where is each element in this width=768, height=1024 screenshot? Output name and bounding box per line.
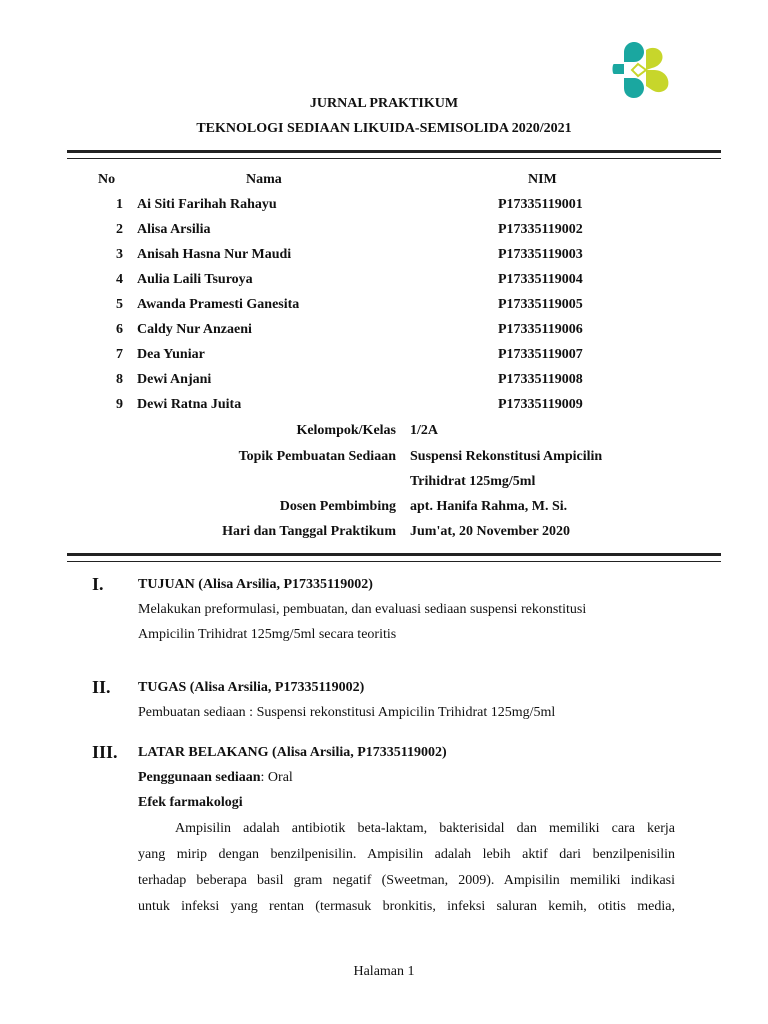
hari-value: Jum'at, 20 November 2020 <box>410 524 570 539</box>
table-row <box>0 222 768 247</box>
penggunaan-value: : Oral <box>260 770 293 785</box>
row-number: 9 <box>116 397 123 412</box>
row-nim: P17335119006 <box>498 322 583 337</box>
ministry-logo-icon <box>612 40 674 100</box>
table-row <box>0 197 768 222</box>
row-number: 5 <box>116 297 123 312</box>
dosen-label: Dosen Pembimbing <box>279 499 396 514</box>
table-header-nama: Nama <box>246 172 282 187</box>
row-nim: P17335119007 <box>498 347 583 362</box>
row-name: Ai Siti Farihah Rahayu <box>137 197 277 212</box>
dosen-value: apt. Hanifa Rahma, M. Si. <box>410 499 568 514</box>
row-number: 8 <box>116 372 123 387</box>
paragraph-line: Ampisilin adalah antibiotik beta-laktam, bakterisidal dan memiliki cara kerja <box>175 821 675 836</box>
section-2-title: TUGAS (Alisa Arsilia, P17335119002) <box>138 680 365 695</box>
table-row <box>0 297 768 322</box>
section-1-line2: Ampicilin Trihidrat 125mg/5ml secara teoritis <box>138 627 397 642</box>
row-number: 3 <box>116 247 123 262</box>
topik-value-line2: Trihidrat 125mg/5ml <box>410 474 536 489</box>
section-1-number: I. <box>92 574 104 594</box>
document-subtitle: TEKNOLOGI SEDIAAN LIKUIDA-SEMISOLIDA 2020/2021 <box>196 121 572 136</box>
page-number: Halaman 1 <box>353 964 415 979</box>
section-2-number: II. <box>92 677 111 697</box>
row-nim: P17335119005 <box>498 297 583 312</box>
double-rule-divider <box>67 553 721 562</box>
row-name: Awanda Pramesti Ganesita <box>137 297 300 312</box>
table-header-no: No <box>98 172 116 187</box>
document-title: JURNAL PRAKTIKUM <box>309 96 459 111</box>
efek-farmakologi-title: Efek farmakologi <box>138 795 243 810</box>
row-number: 4 <box>116 272 123 287</box>
paragraph-line: untuk infeksi yang rentan (termasuk bronkitis, infeksi saluran kemih, otitis media, <box>138 899 675 914</box>
row-number: 2 <box>116 222 123 237</box>
table-row <box>0 397 768 422</box>
row-name: Alisa Arsilia <box>137 222 211 237</box>
table-row <box>0 347 768 372</box>
section-2-line1: Pembuatan sediaan : Suspensi rekonstitusi Ampicilin Trihidrat 125mg/5ml <box>138 705 556 720</box>
row-name: Dea Yuniar <box>137 347 205 362</box>
row-name: Anisah Hasna Nur Maudi <box>137 247 292 262</box>
table-row <box>0 272 768 297</box>
row-name: Dewi Anjani <box>137 372 212 387</box>
kelompok-label: Kelompok/Kelas <box>296 423 396 438</box>
table-row <box>0 322 768 347</box>
row-nim: P17335119002 <box>498 222 583 237</box>
topik-value-line1: Suspensi Rekonstitusi Ampicilin <box>410 449 603 464</box>
hari-label: Hari dan Tanggal Praktikum <box>222 524 396 539</box>
row-name: Caldy Nur Anzaeni <box>137 322 252 337</box>
section-3-title: LATAR BELAKANG (Alisa Arsilia, P17335119002) <box>138 745 447 760</box>
paragraph-line: yang mirip dengan benzilpenisilin. Ampisilin adalah lebih aktif dari benzilpenisilin <box>138 847 675 862</box>
topik-label: Topik Pembuatan Sediaan <box>238 449 396 464</box>
table-header-nim: NIM <box>528 172 557 187</box>
row-number: 7 <box>116 347 123 362</box>
table-row <box>0 247 768 272</box>
double-rule-divider <box>67 150 721 159</box>
row-name: Aulia Laili Tsuroya <box>137 272 253 287</box>
row-nim: P17335119009 <box>498 397 583 412</box>
table-row <box>0 372 768 397</box>
row-nim: P17335119001 <box>498 197 583 212</box>
row-number: 6 <box>116 322 123 337</box>
penggunaan-label: Penggunaan sediaan <box>138 770 261 785</box>
row-nim: P17335119003 <box>498 247 583 262</box>
row-nim: P17335119008 <box>498 372 583 387</box>
paragraph-line: terhadap beberapa basil gram negatif (Sweetman, 2009). Ampisilin memiliki indikasi <box>138 873 675 888</box>
penggunaan-line <box>138 766 675 790</box>
kelompok-value: 1/2A <box>410 423 438 438</box>
section-1-line1: Melakukan preformulasi, pembuatan, dan evaluasi sediaan suspensi rekonstitusi <box>138 602 587 617</box>
row-number: 1 <box>116 197 123 212</box>
row-name: Dewi Ratna Juita <box>137 397 242 412</box>
row-nim: P17335119004 <box>498 272 583 287</box>
section-3-number: III. <box>92 742 118 762</box>
section-1-title: TUJUAN (Alisa Arsilia, P17335119002) <box>138 577 373 592</box>
